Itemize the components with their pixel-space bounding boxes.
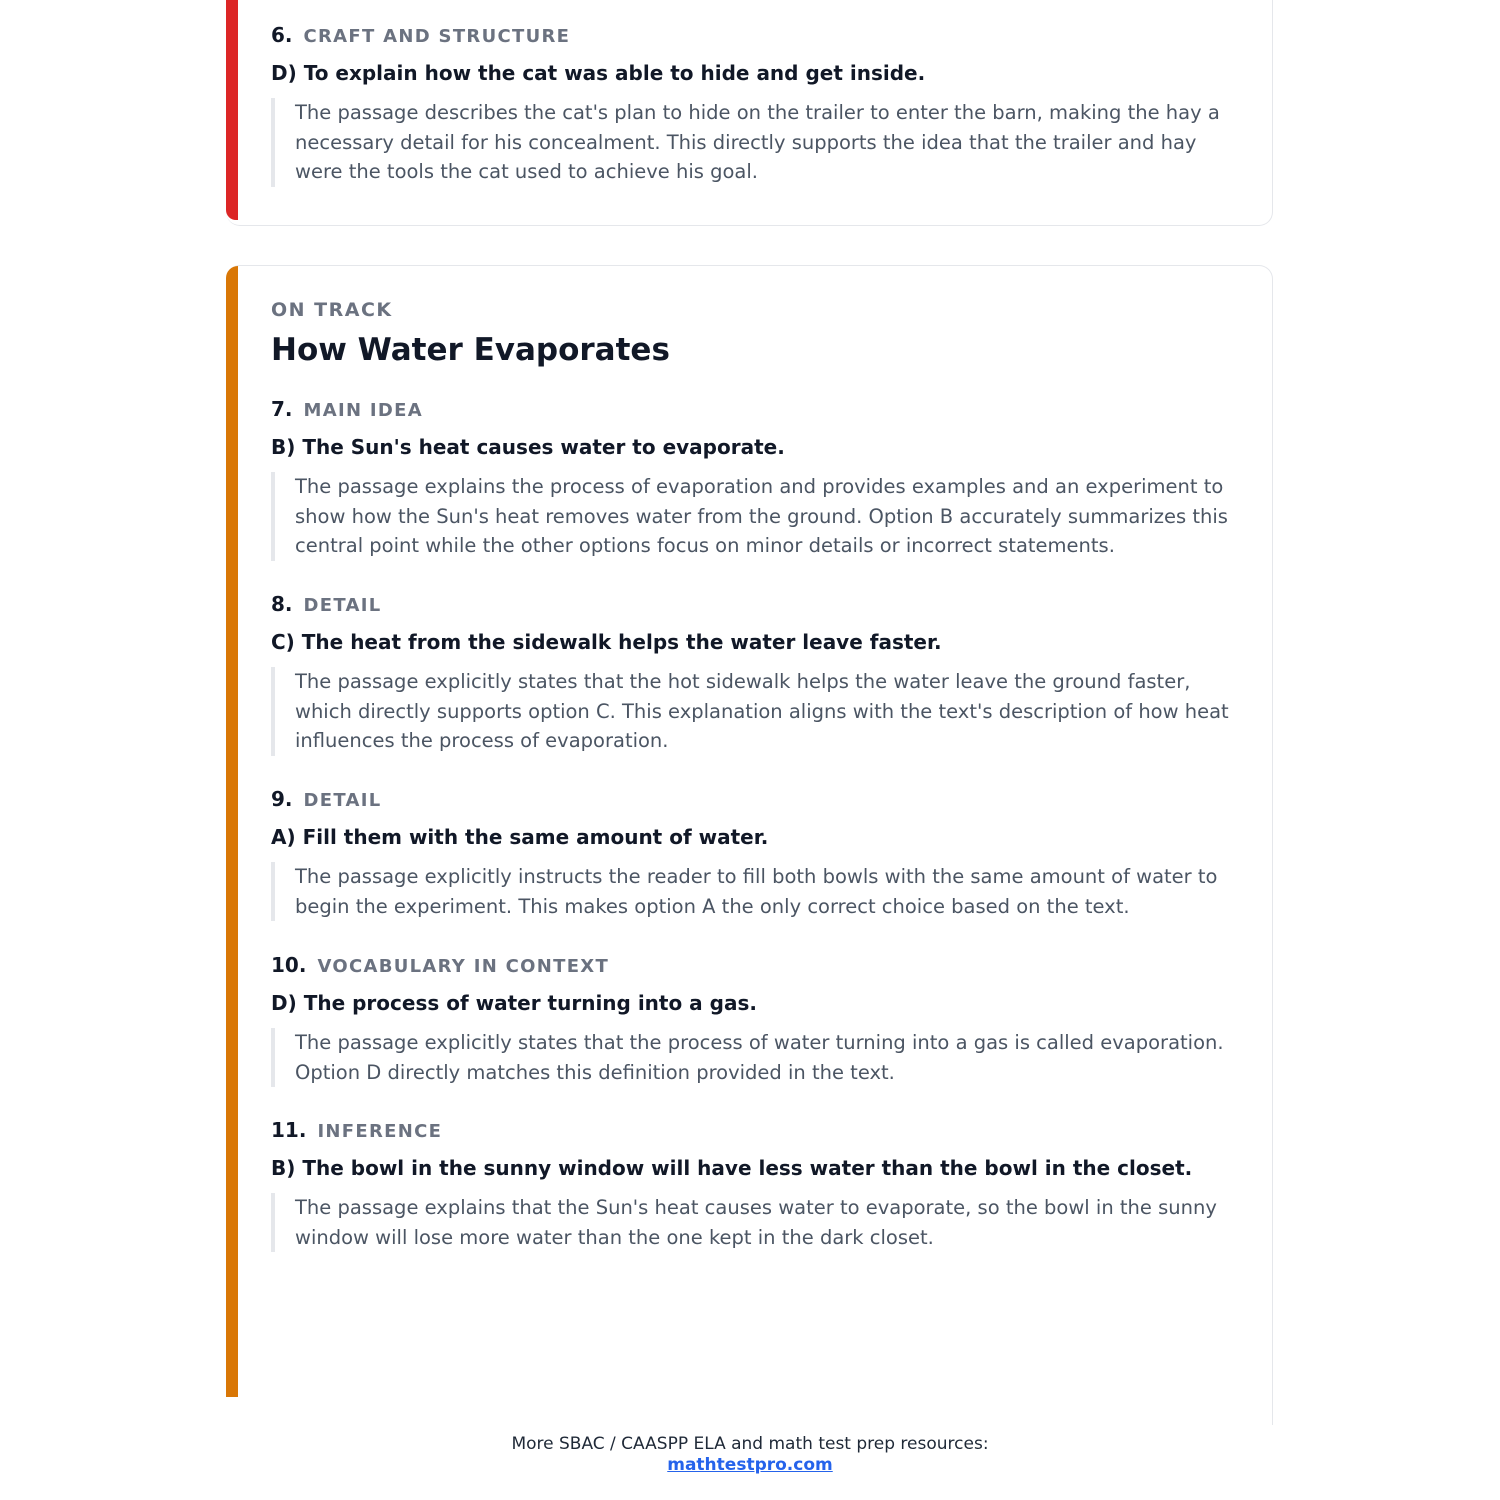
results-card-section (226, 265, 1273, 1425)
correct-answer: C) The heat from the sidewalk helps the water leave faster. (271, 630, 942, 654)
question-number: 11. (271, 1118, 307, 1142)
status-accent-bar (226, 266, 238, 1397)
question-item (271, 592, 1236, 756)
correct-answer: B) The Sun's heat causes water to evaporate. (271, 435, 785, 459)
question-number: 10. (271, 953, 307, 977)
question-item (271, 953, 1236, 1087)
answer-explanation: The passage describes the cat's plan to hide on the trailer to enter the barn, making the hay a necessary detail for his concealment. This directly supports the idea that the trailer and hay were the tools the cat used to achieve his goal. (271, 98, 1236, 187)
correct-answer: A) Fill them with the same amount of water. (271, 825, 769, 849)
status-accent-bar (226, 0, 238, 220)
question-category: DETAIL (303, 790, 382, 811)
answer-explanation: The passage explains that the Sun's heat causes water to evaporate, so the bowl in the sunny window will lose more water than the one kept in the dark closet. (271, 1193, 1236, 1252)
answer-explanation: The passage explains the process of evaporation and provides examples and an experiment to show how the Sun's heat removes water from the ground. Option B accurately summarizes this central point while the other options focus on minor details or incorrect statements. (271, 472, 1236, 561)
question-number: 9. (271, 787, 293, 811)
question-category: VOCABULARY IN CONTEXT (317, 956, 610, 977)
answer-explanation: The passage explicitly states that the hot sidewalk helps the water leave the ground faster, which directly supports option C. This explanation aligns with the text's description of how heat influences the process of evaporation. (271, 667, 1236, 756)
question-number: 6. (271, 23, 293, 47)
footer-link[interactable]: mathtestpro.com (667, 1455, 833, 1475)
section-title: How Water Evaporates (271, 332, 670, 368)
question-category: MAIN IDEA (303, 400, 423, 421)
correct-answer: D) The process of water turning into a gas. (271, 991, 757, 1015)
question-category: CRAFT AND STRUCTURE (303, 26, 571, 47)
results-card-previous (226, 0, 1273, 226)
question-item (271, 23, 1236, 187)
answer-explanation: The passage explicitly instructs the reader to fill both bowls with the same amount of water to begin the experiment. This makes option A the only correct choice based on the text. (271, 862, 1236, 921)
question-item (271, 397, 1236, 561)
question-category: INFERENCE (317, 1121, 443, 1142)
section-status-label: ON TRACK (271, 299, 393, 321)
correct-answer: B) The bowl in the sunny window will have less water than the bowl in the closet. (271, 1156, 1193, 1180)
correct-answer: D) To explain how the cat was able to hide and get inside. (271, 61, 926, 85)
question-item (271, 1118, 1236, 1252)
question-item (271, 787, 1236, 921)
answer-explanation: The passage explicitly states that the process of water turning into a gas is called evaporation. Option D directly matches this definition provided in the text. (271, 1028, 1236, 1087)
question-category: DETAIL (303, 595, 382, 616)
question-number: 8. (271, 592, 293, 616)
footer (0, 1434, 1500, 1476)
question-number: 7. (271, 397, 293, 421)
footer-text: More SBAC / CAASPP ELA and math test prep resources: (511, 1434, 989, 1454)
